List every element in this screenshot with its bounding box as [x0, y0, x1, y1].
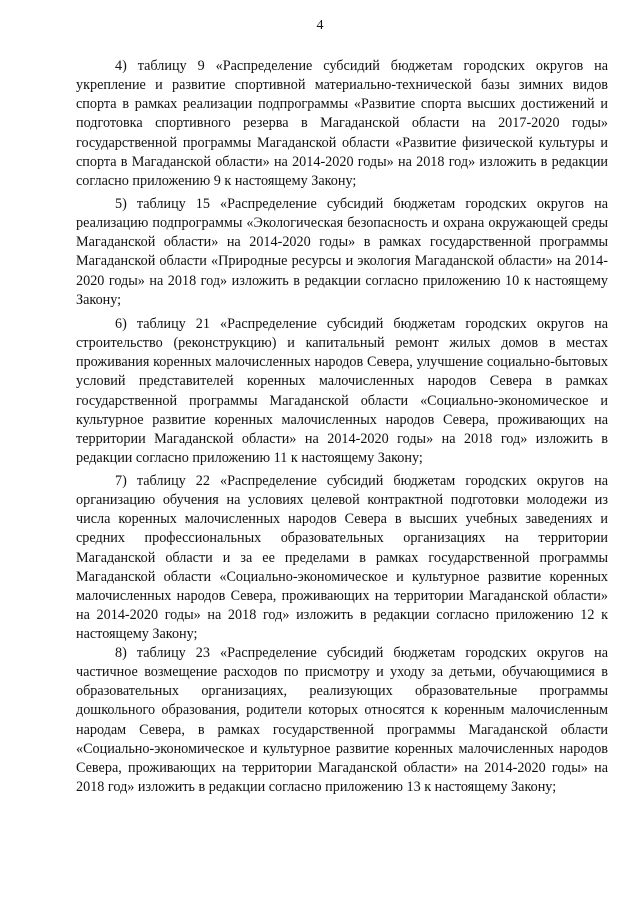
page-number: 4 [316, 18, 324, 33]
paragraph-item-4: 4) таблицу 9 «Распределение субсидий бюджетам городских округов на укрепление и развитие спортивной материально-технической базы зимних видов спорта в рамках реализации подпрограммы «Развитие спорта высших достижений и подготовка спортивного резерва в Магаданской области на 2017-2020 годы» государственной программы Магаданской области «Развитие физической культуры и спорта в Магаданской области» на 2014-2020 годы» на 2018 год» изложить в редакции согласно приложению 9 к настоящему Закону; [76, 58, 608, 189]
paragraph-item-6: 6) таблицу 21 «Распределение субсидий бюджетам городских округов на строительство (реконструкцию) и капитальный ремонт жилых домов в местах проживания коренных малочисленных народов Севера, улучшение социально-бытовых условий представителей коренных малочисленных народов Севера в рамках государственной программы Магаданской области «Социально-экономическое и культурное развитие коренных малочисленных народов Севера, проживающих на территории Магаданской области» на 2014-2020 годы» на 2018 год» изложить в редакции согласно приложению 11 к настоящему Закону; [76, 316, 608, 466]
paragraph-item-5: 5) таблицу 15 «Распределение субсидий бюджетам городских округов на реализацию подпрограммы «Экологическая безопасность и охрана окружающей среды Магаданской области» на 2014-2020 годы» в рамках государственной программы Магаданской области «Природные ресурсы и экология Магаданской области» на 2014-2020 годы» на 2018 год» изложить в редакции согласно приложению 10 к настоящему Закону; [76, 196, 608, 308]
paragraph-item-8: 8) таблицу 23 «Распределение субсидий бюджетам городских округов на частичное возмещение расходов по присмотру и уходу за детьми, обучающимися в образовательных организациях, реализующих образовательные программы дошкольного образования, родители которых относятся к коренным малочисленным народам Севера, в рамках государственной программы Магаданской области «Социально-экономическое и культурное развитие коренных малочисленных народов Севера, проживающих на территории Магаданской области» на 2014-2020 годы» на 2018 год» изложить в редакции согласно приложению 13 к настоящему Закону; [76, 645, 608, 795]
paragraph-item-7: 7) таблицу 22 «Распределение субсидий бюджетам городских округов на организацию обучения на условиях целевой контрактной подготовки молодежи из числа коренных малочисленных народов Севера в высших учебных заведениях и средних профессиональных образовательных организациях на территории Магаданской области и за ее пределами в рамках государственной программы Магаданской области «Социально-экономическое и культурное развитие коренных малочисленных народов Севера, проживающих на территории Магаданской области» на 2014-2020 годы» на 2018 год» изложить в редакции согласно приложению 12 к настоящему Закону; [76, 473, 608, 642]
